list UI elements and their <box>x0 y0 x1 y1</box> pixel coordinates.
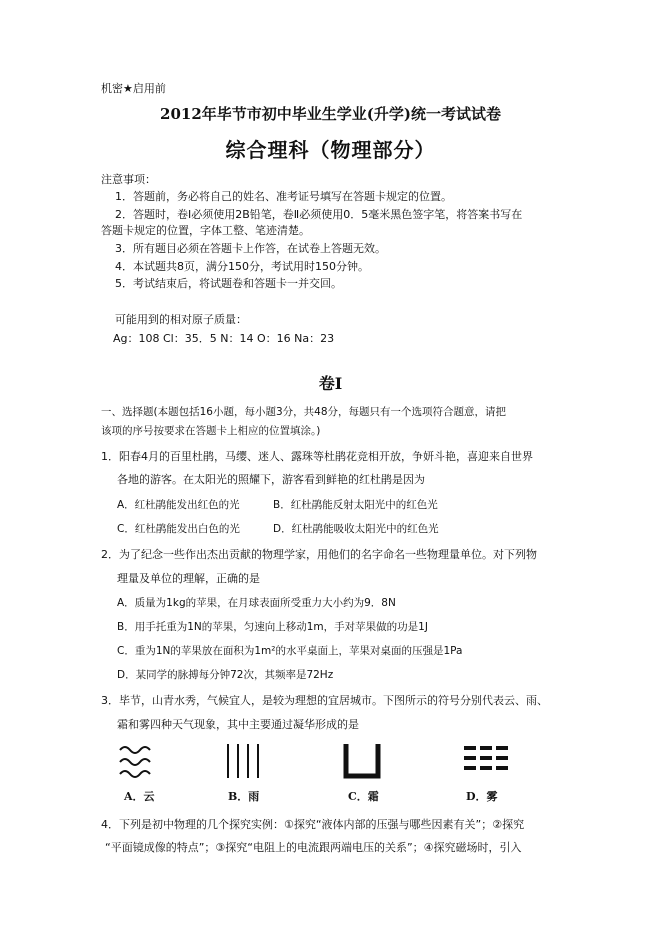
note-item: 2．答题时，卷Ⅰ必须使用2B铅笔，卷Ⅱ必须使用0．5毫米黑色签字笔，将答案书写在 <box>115 208 523 221</box>
option-c: C．重为1N的苹果放在面积为1m²的水平桌面上，苹果对桌面的压强是1Pa <box>117 645 463 657</box>
frost-symbol-icon <box>340 742 384 782</box>
option-b: B．用手托重为1N的苹果，匀速向上移动1m，手对苹果做的功是1J <box>117 621 428 633</box>
section-intro: 一、选择题(本题包括16小题，每小题3分，共48分，每题只有一个选项符合题意，请把 <box>101 406 506 418</box>
option-a: A．质量为1kg的苹果，在月球表面所受重力大小约为9．8N <box>117 597 396 609</box>
section-title: 卷Ⅰ <box>318 374 343 393</box>
question-stem: 2．为了纪念一些作出杰出贡献的物理学家，用他们的名字命名一些物理量单位。对下列物 <box>101 548 537 561</box>
weather-symbols <box>110 742 570 804</box>
note-item: 5．考试结束后，将试题卷和答题卡一并交回。 <box>115 277 342 290</box>
exam-subtitle: 综合理科（物理部分） <box>225 138 436 162</box>
option-d: D．红杜鹃能吸收太阳光中的红色光 <box>273 523 439 535</box>
fog-symbol-icon <box>462 742 512 782</box>
question-stem: 理量及单位的理解，正确的是 <box>117 572 260 585</box>
symbol-caption-b: B．雨 <box>228 790 260 803</box>
cloud-symbol-icon <box>116 742 160 782</box>
rain-symbol-icon <box>222 742 266 782</box>
atomic-mass-values: Ag：108 Cl：35．5 N：14 O：16 Na：23 <box>113 332 335 345</box>
question-stem: “平面镜成像的特点”；③探究“电阻上的电流跟两端电压的关系”；④探究磁场时，引入 <box>105 841 522 854</box>
note-item: 1．答题前，务必将自己的姓名、准考证号填写在答题卡规定的位置。 <box>115 190 452 203</box>
option-c: C．红杜鹃能发出白色的光 <box>117 523 240 535</box>
question-stem: 霜和雾四种天气现象，其中主要通过凝华形成的是 <box>117 718 359 731</box>
symbol-caption-d: D．雾 <box>466 790 498 803</box>
option-a: A．红杜鹃能发出红色的光 <box>117 499 240 511</box>
note-item: 4．本试题共8页，满分150分，考试用时150分钟。 <box>115 260 369 273</box>
exam-title: 2012年毕节市初中毕业生学业(升学)统一考试试卷 <box>160 105 501 123</box>
question-stem: 4．下列是初中物理的几个探究实例：①探究“液体内部的压强与哪些因素有关”；②探究 <box>101 818 525 831</box>
question-stem: 3．毕节，山青水秀，气候宜人，是较为理想的宜居城市。下图所示的符号分别代表云、雨、 <box>101 694 548 707</box>
option-b: B．红杜鹃能反射太阳光中的红色光 <box>273 499 438 511</box>
symbol-caption-c: C．霜 <box>348 790 379 803</box>
symbol-caption-a: A．云 <box>124 790 155 803</box>
atomic-mass-label: 可能用到的相对原子质量： <box>115 313 247 326</box>
confidential-label: 机密★启用前 <box>101 82 166 95</box>
section-intro: 该项的序号按要求在答题卡上相应的位置填涂。) <box>101 425 321 437</box>
option-d: D．某同学的脉搏每分钟72次，其频率是72Hz <box>117 669 334 681</box>
question-stem: 1．阳春4月的百里杜鹃，马缨、迷人、露珠等杜鹃花竞相开放，争妍斗艳，喜迎来自世界 <box>101 450 533 463</box>
note-item: 3．所有题目必须在答题卡上作答，在试卷上答题无效。 <box>115 242 386 255</box>
note-item: 答题卡规定的位置，字体工整、笔迹清楚。 <box>101 224 310 237</box>
question-stem: 各地的游客。在太阳光的照耀下，游客看到鲜艳的红杜鹃是因为 <box>117 473 425 486</box>
notes-heading: 注意事项： <box>101 173 156 186</box>
